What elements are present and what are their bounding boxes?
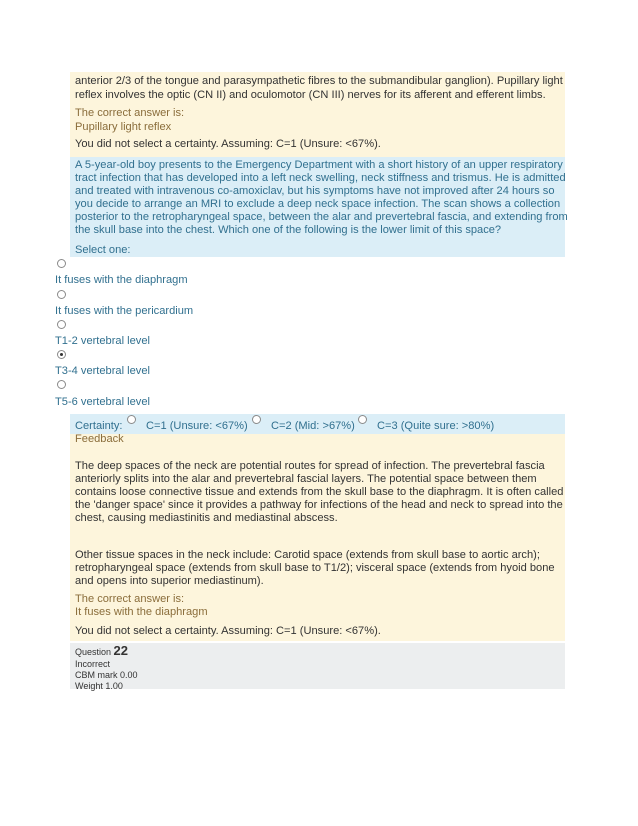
option-label-pericardium[interactable]: It fuses with the pericardium: [55, 305, 194, 317]
feedback-text-line: contains loose connective tissue and extends from the skull base to the diaphragm. It is often called: [75, 486, 564, 498]
question-info-panel: [70, 643, 565, 689]
certainty-option-c3[interactable]: C=3 (Quite sure: >80%): [377, 420, 495, 432]
feedback-text-line: anteriorly splits into the alar and prevertebral fascial layers. The potential space between them: [75, 473, 537, 485]
certainty-radio-c3[interactable]: [358, 415, 367, 424]
feedback-text-line: The deep spaces of the neck are potential routes for spread of infection. The prevertebral fascia: [75, 460, 545, 472]
option-label-t5-6[interactable]: T5-6 vertebral level: [55, 396, 150, 408]
certainty-radio-c2[interactable]: [252, 415, 261, 424]
question-number-prefix: Question: [75, 647, 112, 657]
question-status: Incorrect: [75, 659, 111, 669]
question-weight: Weight 1.00: [75, 681, 123, 691]
question-text-line: posterior to the retropharyngeal space, between the alar and prevertebral fascia, and extending from: [75, 211, 568, 223]
question-text-line: you decide to arrange an MRI to exclude a deep neck space infection. The scan shows a collection: [75, 198, 561, 210]
feedback-text-line: retropharyngeal space (extends from skull base to T1/2); visceral space (extends from hyoid bone: [75, 562, 555, 574]
previous-feedback-line: anterior 2/3 of the tongue and parasympathetic fibres to the submandibular ganglion). Pupillary light: [75, 75, 563, 87]
correct-answer-value: It fuses with the diaphragm: [75, 606, 208, 618]
option-radio-pericardium[interactable]: [57, 290, 66, 299]
select-one-label: Select one:: [75, 244, 131, 256]
feedback-text-line: the 'danger space' since it provides a pathway for infections of the head and neck to spread into the: [75, 499, 563, 511]
question-cbm-mark: CBM mark 0.00: [75, 670, 138, 680]
option-radio-t3-4[interactable]: [57, 350, 66, 359]
option-radio-diaphragm[interactable]: [57, 259, 66, 268]
certainty-label: Certainty:: [75, 420, 123, 432]
certainty-radio-c1[interactable]: [127, 415, 136, 424]
feedback-label: Feedback: [75, 433, 124, 445]
certainty-note: You did not select a certainty. Assuming: C=1 (Unsure: <67%).: [75, 625, 381, 637]
certainty-option-c2[interactable]: C=2 (Mid: >67%): [271, 420, 355, 432]
feedback-text-line: and opens into superior mediastinum).: [75, 575, 264, 587]
certainty-option-c1[interactable]: C=1 (Unsure: <67%): [146, 420, 248, 432]
previous-correct-answer-label: The correct answer is:: [75, 107, 185, 119]
option-radio-t1-2[interactable]: [57, 320, 66, 329]
option-label-t3-4[interactable]: T3-4 vertebral level: [55, 365, 150, 377]
previous-feedback-line: reflex involves the optic (CN II) and oculomotor (CN III) nerves for its afferent and efferent limbs.: [75, 89, 546, 101]
previous-correct-answer-value: Pupillary light reflex: [75, 121, 172, 133]
option-radio-t5-6[interactable]: [57, 380, 66, 389]
question-text-line: tract infection that has developed into a left neck swelling, neck stiffness and trismus. He is admitted: [75, 172, 566, 184]
previous-certainty-note: You did not select a certainty. Assuming: C=1 (Unsure: <67%).: [75, 138, 381, 150]
correct-answer-label: The correct answer is:: [75, 593, 185, 605]
question-number: [75, 643, 129, 658]
option-label-t1-2[interactable]: T1-2 vertebral level: [55, 335, 150, 347]
feedback-text-line: Other tissue spaces in the neck include: Carotid space (extends from skull base to aortic arch);: [75, 549, 540, 561]
feedback-text-line: chest, causing mediastinitis and mediastinal abscess.: [75, 512, 338, 524]
question-number-value: 22: [113, 643, 129, 658]
question-text-line: A 5-year-old boy presents to the Emergency Department with a short history of an upper respiratory: [75, 159, 563, 171]
question-text-line: the skull base into the chest. Which one of the following is the lower limit of this space?: [75, 224, 502, 236]
option-label-diaphragm[interactable]: It fuses with the diaphragm: [55, 274, 188, 286]
question-text-line: and treated with intravenous co-amoxiclav, but his symptoms have not improved after 24 hours so: [75, 185, 555, 197]
